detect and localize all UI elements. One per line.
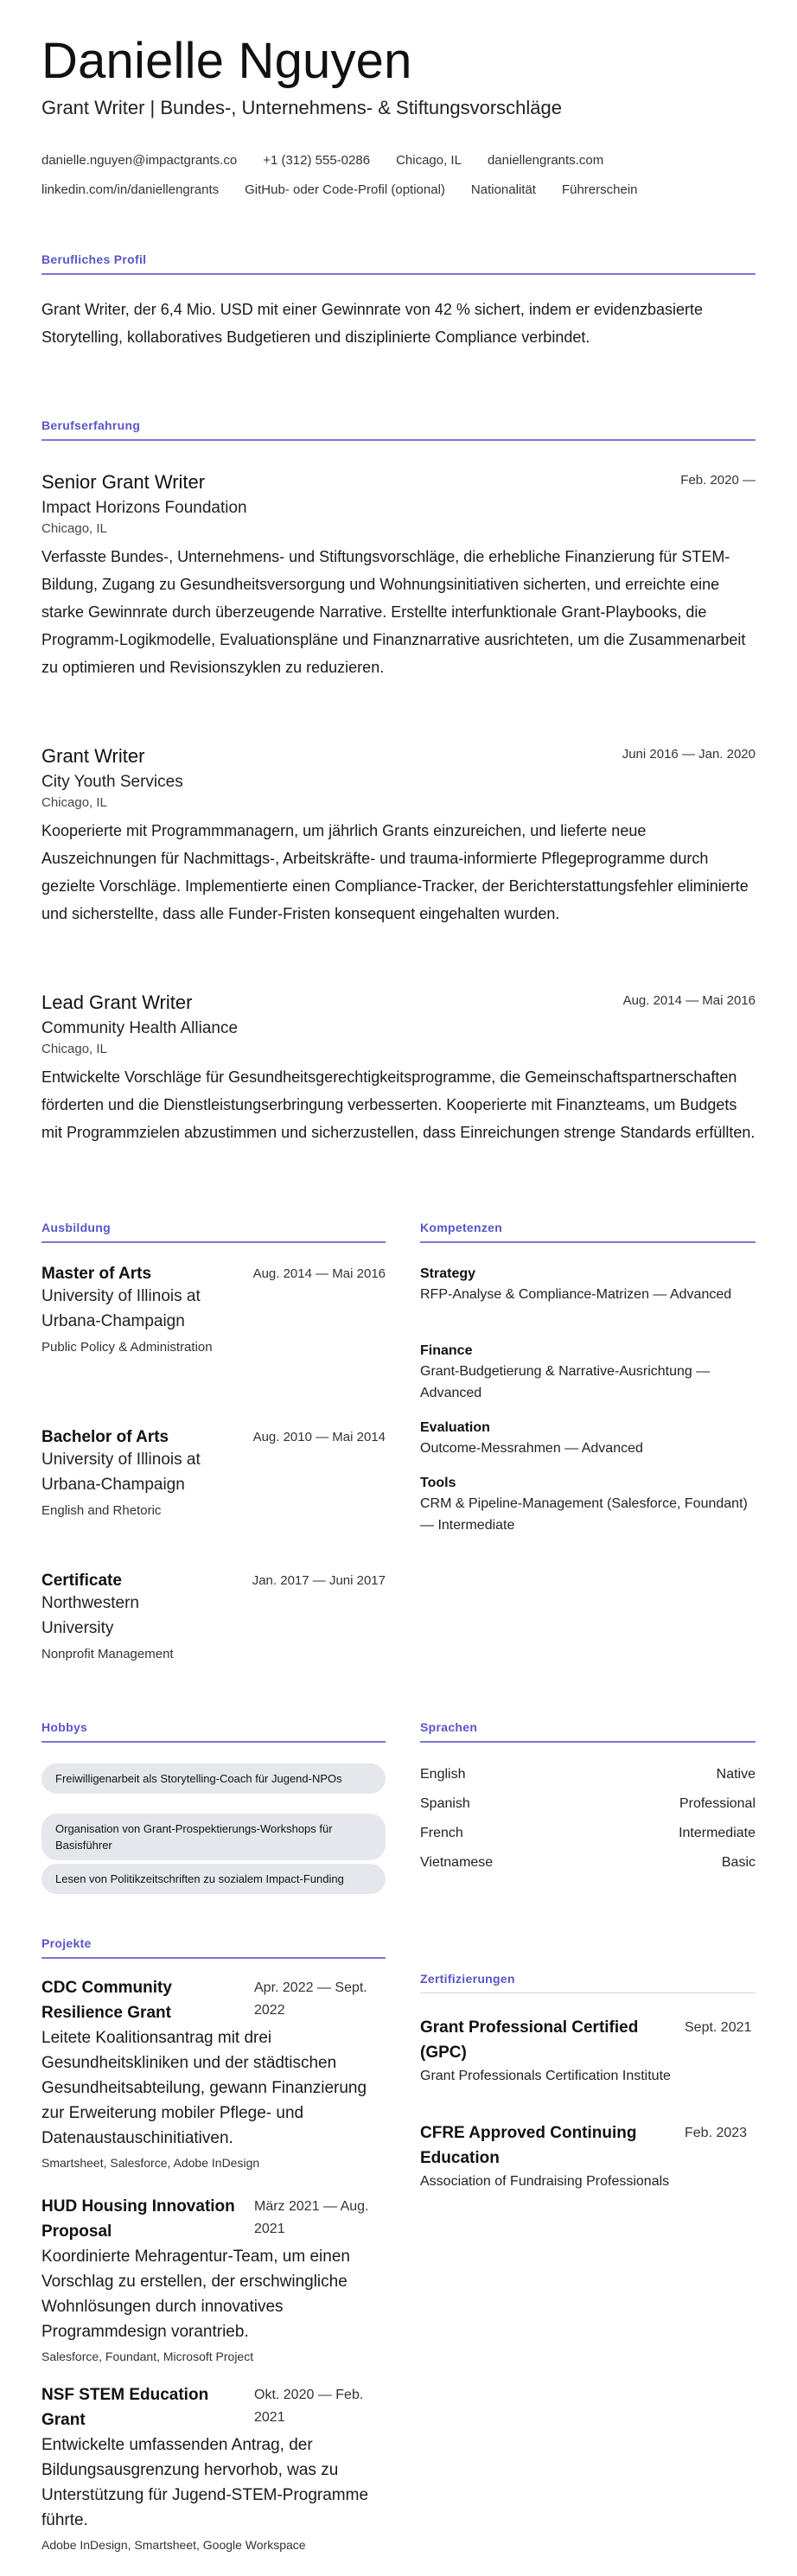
language-level: Basic [721,1855,756,1870]
certification-title: Grant Professional Certified (GPC) [420,2018,639,2062]
language-level: Intermediate [679,1826,756,1840]
section-divider [41,1957,386,1959]
degree: Certificate [41,1572,122,1590]
skill-value: Grant-Budgetierung & Narrative-Ausrichtung — Advanced [420,1364,711,1400]
hobby-chip: Organisation von Grant-Prospektierungs-Workshops für Basisführer [41,1814,386,1860]
language-level: Native [716,1767,756,1782]
project-title: HUD Housing Innovation Proposal [41,2197,235,2241]
project-tools: Smartsheet, Salesforce, Adobe InDesign [41,2156,260,2170]
project-entry [41,1975,386,2170]
degree: Bachelor of Arts [41,1428,169,1446]
project-tools: Adobe InDesign, Smartsheet, Google Workspace [41,2538,306,2552]
contact-row-1 [41,153,603,168]
education-date: Jan. 2017 — Juni 2017 [252,1573,386,1588]
skill-value: CRM & Pipeline-Management (Salesforce, Foundant) — Intermediate [420,1496,748,1533]
language-name: French [420,1826,463,1840]
skill-value: Outcome-Messrahmen — Advanced [420,1441,643,1456]
degree: Master of Arts [41,1265,152,1283]
language-row [420,1796,756,1812]
email-link[interactable]: danielle.nguyen@impactgrants.co [41,153,238,168]
project-title: CDC Community Resilience Grant [41,1979,172,2022]
hobby-chip: Lesen von Politikzeitschriften zu sozialem Impact-Funding [41,1864,386,1894]
language-name: Spanish [420,1796,470,1811]
job-description: Verfasste Bundes-, Unternehmens- und Stiftungsvorschläge, die erhebliche Finanzierung für STEM-Bildung, Zugang zu Gesundheitsversorgung und Wohnungsinitiativen sicherten, und erreichte eine starke Gewinnrate durch überzeugende Narrative. Erstellte interfunktionale Grant-Playbooks, die Programm-Logikmodelle, Evaluationspläne und Finanznarrative ausrichteten, um die Zusammenarbeit zu optimieren und Revisionszyklen zu reduzieren. [41,548,746,676]
job-date: Aug. 2014 — Mai 2016 [622,993,756,1008]
website-link[interactable]: daniellengrants.com [487,153,604,168]
education-entry [41,1428,386,1521]
job-title: Grant Writer [41,745,145,767]
school: Northwestern University [41,1594,139,1637]
education-date: Aug. 2014 — Mai 2016 [252,1266,386,1281]
project-description: Leitete Koalitionsantrag mit drei Gesundheitskliniken und der städtischen Gesundheitsabteilung, gewann Finanzierung zur Erweiterung mobiler Pflege- und Datenaustauschinitiativen. [41,2029,367,2147]
project-date: Apr. 2022 — Sept. 2022 [254,1980,367,2018]
skill-category: Finance [420,1343,473,1358]
skill-category: Strategy [420,1266,476,1281]
field-of-study: Public Policy & Administration [41,1340,213,1355]
hobby-chip: Freiwilligenarbeit als Storytelling-Coach für Jugend-NPOs [41,1763,386,1794]
section-title-experience: Berufserfahrung [41,418,141,432]
project-description: Koordinierte Mehragentur-Team, um einen Vorschlag zu erstellen, der erschwingliche Wohnlösungen durch innovatives Programmdesign vorantrieb. [41,2248,350,2341]
section-title-education: Ausbildung [41,1221,111,1234]
section-divider [420,1741,756,1743]
job-description: Entwickelte Vorschläge für Gesundheitsgerechtigkeitsprogramme, die Gemeinschaftspartnerschaften förderten und die Dienstleistungserbringung verbesserten. Kooperierte mit Finanzteams, um Budgets mit Programmzielen abzustimmen und sicherzustellen, dass Einreichungen strenge Standards erfüllten. [41,1068,756,1141]
skill-group [420,1343,756,1404]
section-divider [41,439,756,441]
certification-title: CFRE Approved Continuing Education [420,2124,637,2167]
job-entry [41,471,756,681]
candidate-name: Danielle Nguyen [41,33,412,89]
job-title: Senior Grant Writer [41,471,206,493]
profile-summary: Grant Writer, der 6,4 Mio. USD mit einer Gewinnrate von 42 % sichert, indem er evidenzbasierte Storytelling, kollaboratives Budgetieren und disziplinierte Compliance verbindet. [41,301,703,346]
drivers-license: Führerschein [561,182,638,197]
section-divider [41,273,756,275]
phone-number[interactable]: +1 (312) 555-0286 [263,153,371,168]
school: University of Illinois at Urbana-Champaign [41,1287,201,1330]
education-date: Aug. 2010 — Mai 2014 [252,1430,386,1444]
headline: Grant Writer | Bundes-, Unternehmens- & Stiftungsvorschläge [41,97,563,118]
certification-issuer: Association of Fundraising Professionals [420,2174,670,2189]
project-date: März 2021 — Aug. 2021 [254,2199,369,2236]
job-organization: Impact Horizons Foundation [41,499,247,517]
certification-entry [420,2120,756,2192]
job-title: Lead Grant Writer [41,992,193,1013]
section-title-profile: Berufliches Profil [41,252,147,266]
section-divider [420,1241,756,1243]
language-row [420,1767,756,1782]
skill-category: Evaluation [420,1420,490,1435]
field-of-study: English and Rhetoric [41,1503,162,1518]
section-title-certifications: Zertifizierungen [420,1972,515,1986]
language-row [420,1855,756,1871]
language-row [420,1826,756,1841]
section-title-languages: Sprachen [420,1720,478,1734]
skill-group [420,1476,756,1536]
section-title-skills: Kompetenzen [420,1221,503,1234]
job-organization: Community Health Alliance [41,1019,239,1037]
certification-date: Sept. 2021 [685,2020,752,2035]
job-entry [41,745,756,928]
skill-group [420,1266,756,1305]
job-date: Feb. 2020 — [680,473,756,488]
project-tools: Salesforce, Foundant, Microsoft Project [41,2350,254,2363]
skill-value: RFP-Analyse & Compliance-Matrizen — Advanced [420,1287,732,1302]
job-location: Chicago, IL [41,795,107,810]
project-entry [41,2382,386,2552]
job-location: Chicago, IL [41,1042,107,1056]
certification-entry [420,2015,756,2087]
language-level: Professional [679,1796,756,1811]
job-entry [41,992,756,1146]
certification-issuer: Grant Professionals Certification Institute [420,2069,671,2083]
linkedin-link[interactable]: linkedin.com/in/daniellengrants [41,182,220,197]
project-title: NSF STEM Education Grant [41,2386,209,2429]
project-description: Entwickelte umfassenden Antrag, der Bildungsausgrenzung hervorhob, was zu Unterstützung für Jugend-STEM-Programme führte. [41,2436,369,2529]
section-divider [41,1741,386,1743]
language-name: Vietnamese [420,1855,494,1870]
field-of-study: Nonprofit Management [41,1647,174,1661]
education-entry [41,1265,386,1358]
language-name: English [420,1767,466,1782]
project-entry [41,2194,386,2363]
certification-date: Feb. 2023 [685,2126,748,2140]
github-profile[interactable]: GitHub- oder Code-Profil (optional) [245,182,445,197]
school: University of Illinois at Urbana-Champaign [41,1451,201,1494]
skill-category: Tools [420,1476,456,1490]
job-description: Kooperierte mit Programmmanagern, um jährlich Grants einzureichen, und lieferte neue Auszeichnungen für Nachmittags-, Arbeitskräfte- und trauma-informierte Pflegeprogramme durch gezielte Vorschläge. Implementierte einen Compliance-Tracker, der Berichterstattungsfehler eliminierte und sicherstellte, dass alle Funder-Fristen konsequent eingehalten wurden. [41,822,749,922]
skill-group [420,1420,756,1459]
location: Chicago, IL [396,153,462,168]
section-title-projects: Projekte [41,1936,92,1950]
job-organization: City Youth Services [41,773,183,791]
job-date: Juni 2016 — Jan. 2020 [622,747,756,762]
project-date: Okt. 2020 — Feb. 2021 [254,2388,364,2425]
education-entry [41,1572,386,1665]
contact-row-2 [41,182,638,197]
section-divider [41,1241,386,1243]
nationality: Nationalität [470,182,536,197]
job-location: Chicago, IL [41,521,107,536]
section-title-hobbies: Hobbys [41,1720,88,1734]
